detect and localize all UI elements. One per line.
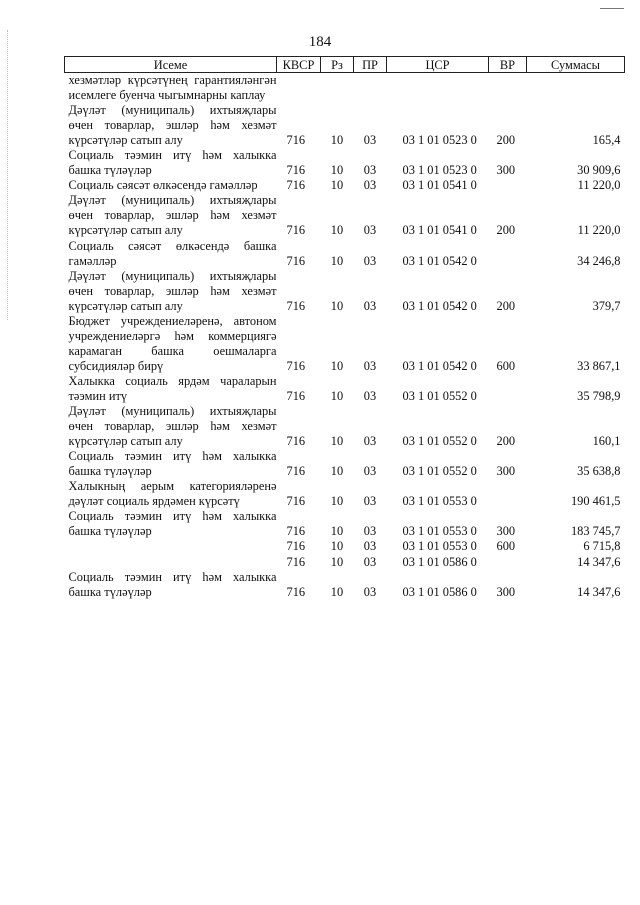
row-pr: 03 <box>363 494 377 509</box>
row-csr: 03 1 01 0542 0 <box>402 253 477 268</box>
row-sum: 35 798,9 <box>577 388 621 403</box>
row-rz: 10 <box>330 494 344 509</box>
row-vr: 200 <box>496 223 516 238</box>
row-kvsr: 716 <box>286 163 306 178</box>
row-pr: 03 <box>363 539 377 554</box>
row-csr: 03 1 01 0542 0 <box>402 298 477 313</box>
row-csr: 03 1 01 0523 0 <box>402 163 477 178</box>
table-row <box>65 509 625 539</box>
row-kvsr: 716 <box>286 494 306 509</box>
table-row <box>65 314 625 374</box>
table-row <box>65 449 625 479</box>
row-sum: 6 715,8 <box>583 539 621 554</box>
row-pr: 03 <box>363 253 377 268</box>
row-name: хезмәтләр күрсәтүнең гарантияләнгән исемлеге буенча чыгымнарны каплау <box>68 73 277 103</box>
row-sum: 160,1 <box>592 434 621 449</box>
row-sum: 165,4 <box>592 133 621 148</box>
row-vr: 200 <box>496 298 516 313</box>
row-name: Социаль тәэмин итү һәм халыкка башка түләүләр <box>68 449 277 479</box>
row-kvsr: 716 <box>286 584 306 599</box>
row-sum: 379,7 <box>592 298 621 313</box>
row-sum: 33 867,1 <box>577 358 621 373</box>
row-kvsr: 716 <box>286 223 306 238</box>
row-kvsr: 716 <box>286 524 306 539</box>
table-row <box>65 148 625 178</box>
row-vr: 600 <box>496 358 516 373</box>
row-csr: 03 1 01 0542 0 <box>402 358 477 373</box>
table-row <box>65 479 625 509</box>
row-pr: 03 <box>363 298 377 313</box>
corner-mark <box>600 8 624 9</box>
row-rz: 10 <box>330 524 344 539</box>
row-name <box>65 539 277 554</box>
table-row <box>65 539 625 554</box>
row-pr: 03 <box>363 554 377 569</box>
header-rz: Рз <box>321 57 354 73</box>
table-body <box>65 73 625 600</box>
row-csr: 03 1 01 0552 0 <box>402 434 477 449</box>
row-pr: 03 <box>363 434 377 449</box>
row-sum: 14 347,6 <box>577 554 621 569</box>
row-rz: 10 <box>330 298 344 313</box>
row-csr: 03 1 01 0552 0 <box>402 464 477 479</box>
header-csr: ЦСР <box>387 57 489 73</box>
row-kvsr: 716 <box>286 539 306 554</box>
header-name: Исеме <box>65 57 277 73</box>
header-kvsr: КВСР <box>277 57 321 73</box>
row-vr <box>489 239 527 269</box>
row-pr: 03 <box>363 524 377 539</box>
row-rz: 10 <box>330 133 344 148</box>
table-row <box>65 73 625 104</box>
row-vr: 300 <box>496 464 516 479</box>
row-pr: 03 <box>363 358 377 373</box>
row-rz: 10 <box>330 464 344 479</box>
budget-table <box>64 56 625 600</box>
row-sum: 11 220,0 <box>577 178 621 193</box>
row-csr: 03 1 01 0541 0 <box>402 223 477 238</box>
row-kvsr: 716 <box>286 358 306 373</box>
row-name: Бюджет учреждениеләренә, автоном учреждениеләргә һәм коммерциягә карамаган башка оешмаларга субсидияләр бирү <box>68 313 277 373</box>
row-pr: 03 <box>363 133 377 148</box>
table-row <box>65 570 625 600</box>
row-pr <box>354 73 387 104</box>
row-sum: 14 347,6 <box>577 584 621 599</box>
row-name: Дәүләт (муниципаль) ихтыяҗлары өчен товарлар, эшләр һәм хезмәт күрсәтүләр сатып алу <box>68 193 277 238</box>
row-vr: 300 <box>496 524 516 539</box>
row-kvsr: 716 <box>286 253 306 268</box>
row-name: Социаль сәясәт өлкәсендә башка гамәлләр <box>68 238 277 268</box>
row-name: Халыкка социаль ярдәм чараларын тәэмин итү <box>68 373 277 403</box>
page-number: 184 <box>308 34 332 50</box>
row-vr: 300 <box>496 163 516 178</box>
row-vr <box>489 374 527 404</box>
row-sum: 35 638,8 <box>577 464 621 479</box>
row-rz: 10 <box>330 223 344 238</box>
row-sum: 190 461,5 <box>570 494 621 509</box>
row-csr: 03 1 01 0586 0 <box>402 554 477 569</box>
row-vr <box>489 178 527 193</box>
row-kvsr <box>277 73 321 104</box>
row-rz: 10 <box>330 253 344 268</box>
table-row <box>65 178 625 193</box>
row-pr: 03 <box>363 178 377 193</box>
row-name: Социаль сәясәт өлкәсендә гамәлләр <box>68 178 258 193</box>
row-rz <box>321 73 354 104</box>
row-csr: 03 1 01 0553 0 <box>402 524 477 539</box>
row-name: Халыкның аерым категорияләренә дәүләт социаль ярдәмен күрсәтү <box>68 479 277 509</box>
row-kvsr: 716 <box>286 434 306 449</box>
row-vr: 200 <box>496 434 516 449</box>
row-rz: 10 <box>330 388 344 403</box>
table-row <box>65 239 625 269</box>
row-name: Социаль тәэмин итү һәм халыкка башка түләүләр <box>68 509 277 539</box>
row-kvsr: 716 <box>286 133 306 148</box>
row-rz: 10 <box>330 539 344 554</box>
row-name: Социаль тәэмин итү һәм халыкка башка түләүләр <box>68 148 277 178</box>
row-kvsr: 716 <box>286 178 306 193</box>
row-sum: 30 909,6 <box>577 163 621 178</box>
row-csr: 03 1 01 0586 0 <box>402 584 477 599</box>
row-csr: 03 1 01 0523 0 <box>402 133 477 148</box>
row-sum <box>527 73 625 104</box>
row-name: Дәүләт (муниципаль) ихтыяҗлары өчен товарлар, эшләр һәм хезмәт күрсәтүләр сатып алу <box>68 268 277 313</box>
row-vr: 200 <box>496 133 516 148</box>
header-pr: ПР <box>354 57 387 73</box>
row-sum: 183 745,7 <box>570 524 621 539</box>
row-pr: 03 <box>363 163 377 178</box>
row-rz: 10 <box>330 178 344 193</box>
row-vr: 600 <box>496 539 516 554</box>
row-csr: 03 1 01 0553 0 <box>402 539 477 554</box>
row-pr: 03 <box>363 388 377 403</box>
table-row <box>65 269 625 314</box>
row-csr: 03 1 01 0553 0 <box>402 494 477 509</box>
table-row <box>65 374 625 404</box>
row-csr: 03 1 01 0552 0 <box>402 388 477 403</box>
binding-gutter <box>7 30 8 320</box>
row-rz: 10 <box>330 434 344 449</box>
row-sum: 34 246,8 <box>577 253 621 268</box>
row-rz: 10 <box>330 163 344 178</box>
table-header-row <box>65 57 625 73</box>
row-vr <box>489 479 527 509</box>
row-name: Дәүләт (муниципаль) ихтыяҗлары өчен товарлар, эшләр һәм хезмәт күрсәтүләр сатып алу <box>68 103 277 148</box>
header-vr: ВР <box>489 57 527 73</box>
row-vr: 300 <box>496 584 516 599</box>
row-name: Социаль тәэмин итү һәм халыкка башка түләүләр <box>68 569 277 599</box>
table-row <box>65 103 625 148</box>
row-pr: 03 <box>363 223 377 238</box>
table-row <box>65 193 625 238</box>
table-row <box>65 555 625 570</box>
row-rz: 10 <box>330 554 344 569</box>
row-kvsr: 716 <box>286 298 306 313</box>
header-sum: Суммасы <box>527 57 625 73</box>
row-kvsr: 716 <box>286 388 306 403</box>
row-vr <box>489 73 527 104</box>
row-kvsr: 716 <box>286 554 306 569</box>
row-rz: 10 <box>330 358 344 373</box>
row-sum: 11 220,0 <box>577 223 621 238</box>
table-row <box>65 404 625 449</box>
row-name <box>65 555 277 570</box>
row-name: Дәүләт (муниципаль) ихтыяҗлары өчен товарлар, эшләр һәм хезмәт күрсәтүләр сатып алу <box>68 404 277 449</box>
row-pr: 03 <box>363 464 377 479</box>
row-rz: 10 <box>330 584 344 599</box>
row-csr: 03 1 01 0541 0 <box>402 178 477 193</box>
row-kvsr: 716 <box>286 464 306 479</box>
row-pr: 03 <box>363 584 377 599</box>
row-vr <box>489 555 527 570</box>
row-csr <box>387 73 489 104</box>
